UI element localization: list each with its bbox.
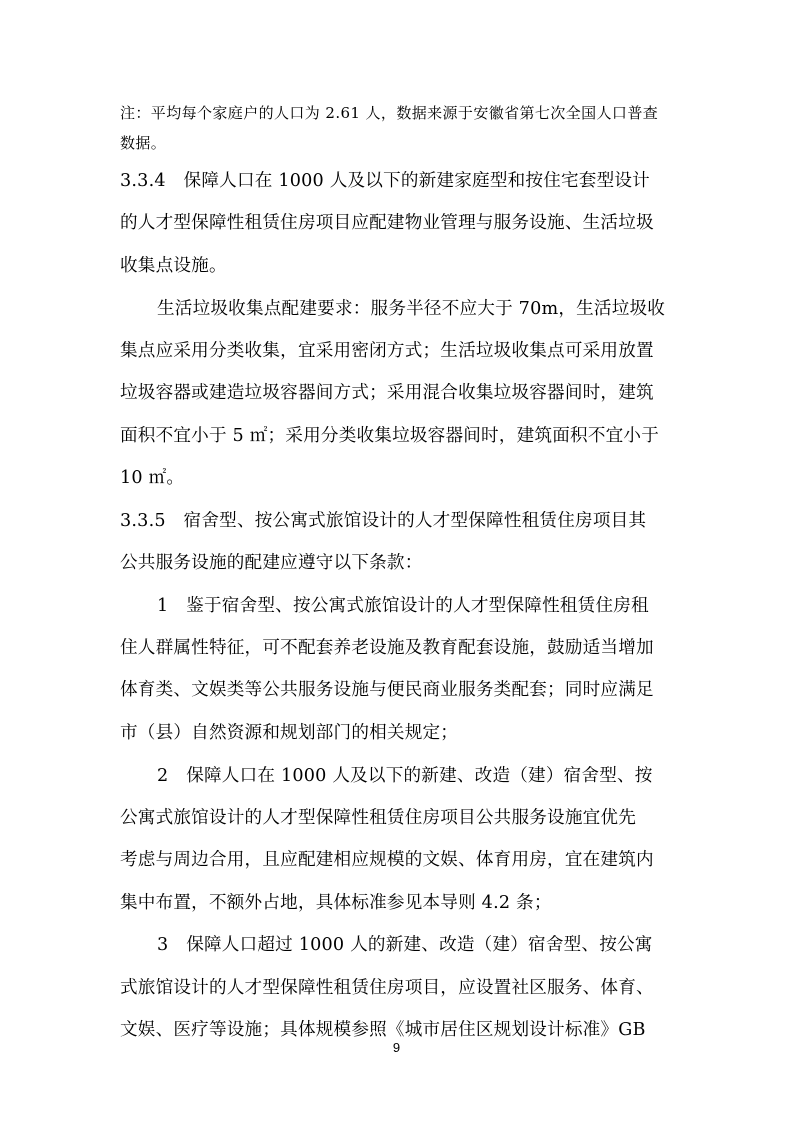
- section-3-3-5-heading: 3.3.5 宿舍型、按公寓式旅馆设计的人才型保障性租赁住房项目其: [120, 511, 647, 531]
- paragraph-line: 的人才型保障性租赁住房项目应配建物业管理与服务设施、生活垃圾: [120, 213, 654, 233]
- paragraph-line: 集中布置，不额外占地，具体标准参见本导则 4.2 条；: [120, 893, 552, 913]
- paragraph-line: 式旅馆设计的人才型保障性租赁住房项目，应设置社区服务、体育、: [120, 978, 654, 998]
- paragraph-line: 10 ㎡。: [120, 468, 185, 488]
- paragraph-line: 体育类、文娱类等公共服务设施与便民商业服务类配套；同时应满足: [120, 680, 654, 700]
- page-number: 9: [392, 1040, 401, 1055]
- paragraph-line: 文娱、医疗等设施；具体规模参照《城市居住区规划设计标准》GB: [120, 1020, 646, 1040]
- paragraph-line: 收集点设施。: [120, 256, 227, 276]
- note-line: 注：平均每个家庭户的人口为 2.61 人，数据来源于安徽省第七次全国人口普查: [120, 104, 659, 122]
- paragraph-line: 考虑与周边合用，且应配建相应规模的文娱、体育用房，宜在建筑内: [120, 850, 654, 870]
- paragraph-line: 市（县）自然资源和规划部门的相关规定；: [120, 723, 459, 743]
- paragraph-line: 垃圾容器或建造垃圾容器间方式；采用混合收集垃圾容器间时，建筑: [120, 383, 654, 403]
- paragraph-line: 集点应采用分类收集，宜采用密闭方式；生活垃圾收集点可采用放置: [120, 341, 654, 361]
- section-3-3-4-heading: 3.3.4 保障人口在 1000 人及以下的新建家庭型和按住宅套型设计: [120, 171, 650, 191]
- note-line: 数据。: [120, 134, 167, 152]
- list-item-1: 1 鉴于宿舍型、按公寓式旅馆设计的人才型保障性租赁住房租: [157, 596, 649, 616]
- paragraph-line: 面积不宜小于 5 ㎡；采用分类收集垃圾容器间时，建筑面积不宜小于: [120, 426, 660, 446]
- list-item-2: 2 保障人口在 1000 人及以下的新建、改造（建）宿舍型、按: [157, 766, 653, 786]
- paragraph-line: 公共服务设施的配建应遵守以下条款：: [120, 553, 423, 573]
- list-item-3: 3 保障人口超过 1000 人的新建、改造（建）宿舍型、按公寓: [157, 935, 653, 955]
- paragraph-line: 住人群属性特征，可不配套养老设施及教育配套设施，鼓励适当增加: [120, 638, 654, 658]
- paragraph-line: 公寓式旅馆设计的人才型保障性租赁住房项目公共服务设施宜优先: [120, 808, 637, 828]
- paragraph-line: 生活垃圾收集点配建要求：服务半径不应大于 70m，生活垃圾收: [157, 299, 666, 319]
